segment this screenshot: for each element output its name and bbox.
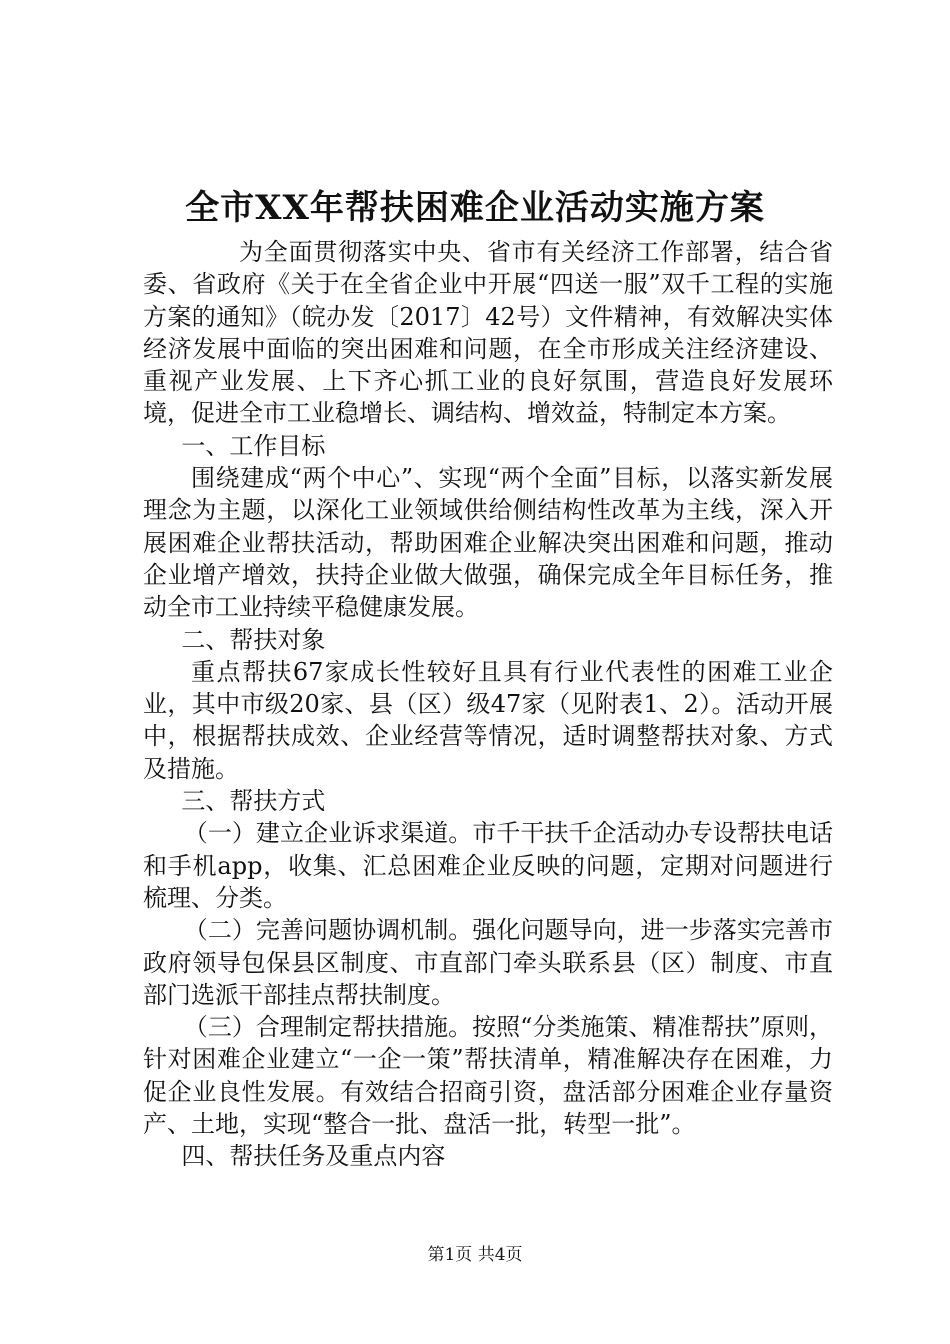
- method-item-1: （一）建立企业诉求渠道。市千干扶千企活动办专设帮扶电话和手机app，收集、汇总困难企业反映的问题，定期对问题进行梳理、分类。: [143, 819, 833, 912]
- assistance-targets-paragraph: 重点帮扶67家成长性较好且具有行业代表性的困难工业企业，其中市级20家、县（区）级47家（见附表1、2）。活动开展中，根据帮扶成效、企业经营等情况，适时调整帮扶对象、方式及措施。: [143, 657, 833, 783]
- section-heading-tasks: 四、帮扶任务及重点内容: [181, 1142, 446, 1171]
- document-body: [143, 236, 833, 1173]
- section-heading-assistance-targets: 二、帮扶对象: [181, 625, 326, 654]
- method-item-3: （三）合理制定帮扶措施。按照“分类施策、精准帮扶”原则，针对困难企业建立“一企一策”帮扶清单，精准解决存在困难，力促企业良性发展。有效结合招商引资，盘活部分困难企业存量资产、土地，实现“整合一批、盘活一批，转型一批”。: [143, 1013, 833, 1139]
- document-title: 全市XX年帮扶困难企业活动实施方案: [185, 188, 765, 228]
- method-item-2: （二）完善问题协调机制。强化问题导向，进一步落实完善市政府领导包保县区制度、市直部门牵头联系县（区）制度、市直部门选派干部挂点帮扶制度。: [143, 916, 833, 1009]
- intro-paragraph: 为全面贯彻落实中央、省市有关经济工作部署，结合省委、省政府《关于在全省企业中开展“四送一服”双千工程的实施方案的通知》（皖办发〔2017〕42号）文件精神，有效解决实体经济发展中面临的突出困难和问题，在全市形成关注经济建设、重视产业发展、上下齐心抓工业的良好氛围，营造良好发展环境，促进全市工业稳增长、调结构、增效益，特制定本方案。: [143, 238, 833, 428]
- section-heading-assistance-methods: 三、帮扶方式: [181, 787, 326, 816]
- page-number-footer: 第1页 共4页: [427, 1245, 523, 1265]
- work-goals-paragraph: 围绕建成“两个中心”、实现“两个全面”目标，以落实新发展理念为主题，以深化工业领域供给侧结构性改革为主线，深入开展困难企业帮扶活动，帮助困难企业解决突出困难和问题，推动企业增产增效，扶持企业做大做强，确保完成全年目标任务，推动全市工业持续平稳健康发展。: [143, 464, 833, 622]
- section-heading-work-goals: 一、工作目标: [181, 431, 326, 460]
